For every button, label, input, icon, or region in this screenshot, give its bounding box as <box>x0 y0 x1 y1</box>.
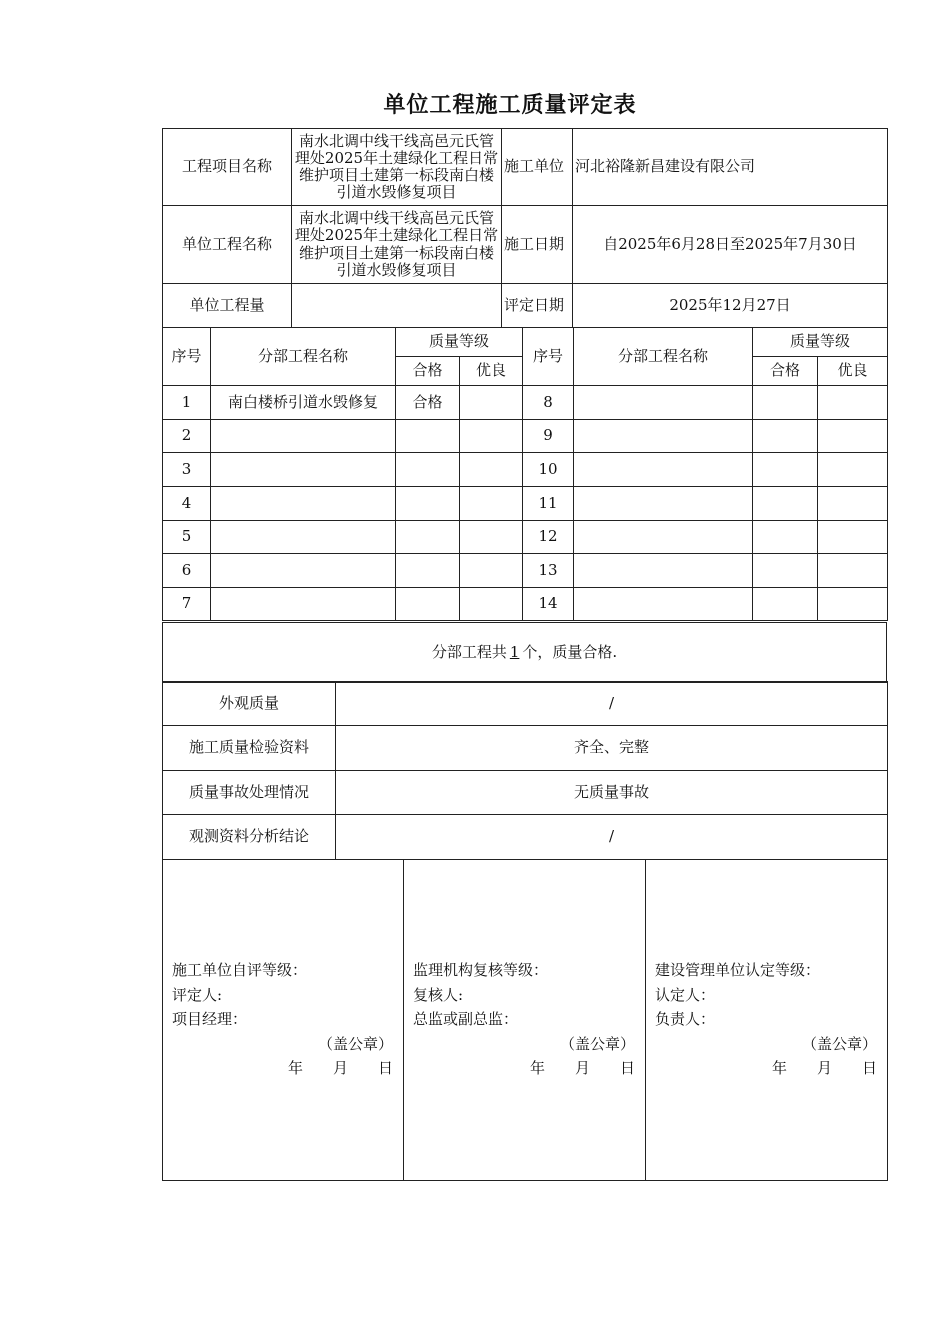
col-no-header-right: 序号 <box>523 328 574 386</box>
quantity-label: 单位工程量 <box>163 284 292 328</box>
table-row <box>163 521 888 554</box>
row-no-right: 11 <box>523 487 574 521</box>
col-excellent-header-right: 优良 <box>818 357 888 386</box>
row-pass-left: 合格 <box>396 386 460 420</box>
quantity-value <box>292 284 502 328</box>
owner-signature-cell <box>646 860 888 1181</box>
table-row <box>163 588 888 621</box>
row-pass-left <box>396 554 460 588</box>
owner-date: 年 月 日 <box>771 1059 877 1077</box>
page-title: 单位工程施工质量评定表 <box>383 92 637 118</box>
row-name-right <box>574 521 753 554</box>
row-no-right: 9 <box>523 420 574 453</box>
inspection-label: 施工质量检验资料 <box>163 726 336 771</box>
accident-value: 无质量事故 <box>336 771 888 815</box>
owner-grade-label: 建设管理单位认定等级： <box>655 961 821 979</box>
supervisor-signature-cell <box>404 860 646 1181</box>
unit-name-label: 单位工程名称 <box>163 206 292 284</box>
summary-count: 1 <box>509 642 520 661</box>
supervisor-date: 年 月 日 <box>529 1059 635 1077</box>
row-no-left: 4 <box>163 487 211 521</box>
quality-info-table <box>162 681 888 860</box>
observation-label: 观测资料分析结论 <box>163 815 336 860</box>
row-pass-right <box>753 588 818 621</box>
row-excellent-right <box>818 487 888 521</box>
project-name-label: 工程项目名称 <box>163 129 292 206</box>
table-row <box>163 554 888 588</box>
row-no-right: 12 <box>523 521 574 554</box>
row-no-left: 1 <box>163 386 211 420</box>
project-name-value: 南水北调中线干线高邑元氏管理处2025年土建绿化工程日常维护项目土建第一标段南白楼引道水毁修复项目 <box>292 129 502 206</box>
row-no-left: 6 <box>163 554 211 588</box>
contractor-signature-cell <box>163 860 404 1181</box>
summary-suffix: 个，质量合格. <box>522 642 618 661</box>
signature-table <box>162 859 888 1181</box>
col-name-header-right: 分部工程名称 <box>574 328 753 386</box>
row-pass-left <box>396 453 460 487</box>
contractor-evaluator-label: 评定人: <box>172 985 223 1004</box>
table-row <box>163 386 888 420</box>
row-name-left <box>211 420 396 453</box>
row-excellent-right <box>818 420 888 453</box>
accident-label: 质量事故处理情况 <box>163 771 336 815</box>
row-no-left: 7 <box>163 588 211 621</box>
row-pass-right <box>753 554 818 588</box>
header-table <box>162 128 888 328</box>
appearance-label: 外观质量 <box>163 682 336 726</box>
col-name-header-left: 分部工程名称 <box>211 328 396 386</box>
row-excellent-right <box>818 386 888 420</box>
row-excellent-right <box>818 453 888 487</box>
row-excellent-left <box>460 386 523 420</box>
row-pass-right <box>753 453 818 487</box>
col-excellent-header-left: 优良 <box>460 357 523 386</box>
row-name-right <box>574 588 753 621</box>
supervisor-chief-label: 总监或副总监： <box>413 1010 519 1028</box>
row-name-left <box>211 487 396 521</box>
row-pass-left <box>396 588 460 621</box>
row-name-left: 南白楼桥引道水毁修复 <box>211 386 396 420</box>
row-excellent-left <box>460 487 523 521</box>
row-pass-left <box>396 521 460 554</box>
construction-date-value: 自2025年6月28日至2025年7月30日 <box>573 206 888 284</box>
table-row <box>163 453 888 487</box>
row-name-right <box>574 420 753 453</box>
contractor-manager-label: 项目经理： <box>172 1010 248 1028</box>
contractor-date: 年 月 日 <box>287 1059 393 1077</box>
unit-name-value: 南水北调中线干线高邑元氏管理处2025年土建绿化工程日常维护项目土建第一标段南白楼引道水毁修复项目 <box>292 206 502 284</box>
col-no-header-left: 序号 <box>163 328 211 386</box>
row-name-right <box>574 386 753 420</box>
appearance-value: / <box>336 682 888 726</box>
eval-date-label: 评定日期 <box>502 284 573 328</box>
owner-seal: （盖公章） <box>801 1034 877 1053</box>
col-grade-header-left: 质量等级 <box>396 328 523 357</box>
col-pass-header-right: 合格 <box>753 357 818 386</box>
row-pass-left <box>396 420 460 453</box>
row-pass-right <box>753 420 818 453</box>
row-name-right <box>574 554 753 588</box>
supervisor-seal: （盖公章） <box>559 1034 635 1053</box>
row-name-left <box>211 453 396 487</box>
row-pass-right <box>753 386 818 420</box>
observation-value: / <box>336 815 888 860</box>
row-excellent-left <box>460 521 523 554</box>
owner-responsible-label: 负责人： <box>655 1010 716 1028</box>
table-row <box>163 487 888 521</box>
row-excellent-left <box>460 588 523 621</box>
row-no-right: 8 <box>523 386 574 420</box>
table-row <box>163 420 888 453</box>
row-no-right: 14 <box>523 588 574 621</box>
row-no-right: 13 <box>523 554 574 588</box>
owner-approver-label: 认定人： <box>655 985 716 1004</box>
supervisor-reviewer-label: 复核人: <box>413 985 464 1004</box>
row-name-right <box>574 453 753 487</box>
row-pass-left <box>396 487 460 521</box>
row-excellent-left <box>460 420 523 453</box>
inspection-value: 齐全、完整 <box>336 726 888 771</box>
row-excellent-right <box>818 554 888 588</box>
row-name-left <box>211 554 396 588</box>
summary-cell <box>163 623 887 683</box>
row-name-right <box>574 487 753 521</box>
row-pass-right <box>753 521 818 554</box>
row-no-left: 5 <box>163 521 211 554</box>
contractor-value: 河北裕隆新昌建设有限公司 <box>573 129 888 206</box>
contractor-label: 施工单位 <box>502 129 573 206</box>
col-grade-header-right: 质量等级 <box>753 328 888 357</box>
row-no-right: 10 <box>523 453 574 487</box>
col-pass-header-left: 合格 <box>396 357 460 386</box>
supervisor-grade-label: 监理机构复核等级： <box>413 961 549 979</box>
construction-date-label: 施工日期 <box>502 206 573 284</box>
summary-table <box>162 622 887 683</box>
row-name-left <box>211 521 396 554</box>
row-excellent-left <box>460 453 523 487</box>
row-name-left <box>211 588 396 621</box>
subproject-table <box>162 327 888 621</box>
row-excellent-right <box>818 588 888 621</box>
summary-prefix: 分部工程共 <box>431 642 507 661</box>
row-excellent-left <box>460 554 523 588</box>
row-no-left: 2 <box>163 420 211 453</box>
contractor-seal: （盖公章） <box>317 1034 393 1053</box>
row-excellent-right <box>818 521 888 554</box>
row-no-left: 3 <box>163 453 211 487</box>
row-pass-right <box>753 487 818 521</box>
eval-date-value: 2025年12月27日 <box>573 284 888 328</box>
contractor-grade-label: 施工单位自评等级： <box>172 961 308 979</box>
